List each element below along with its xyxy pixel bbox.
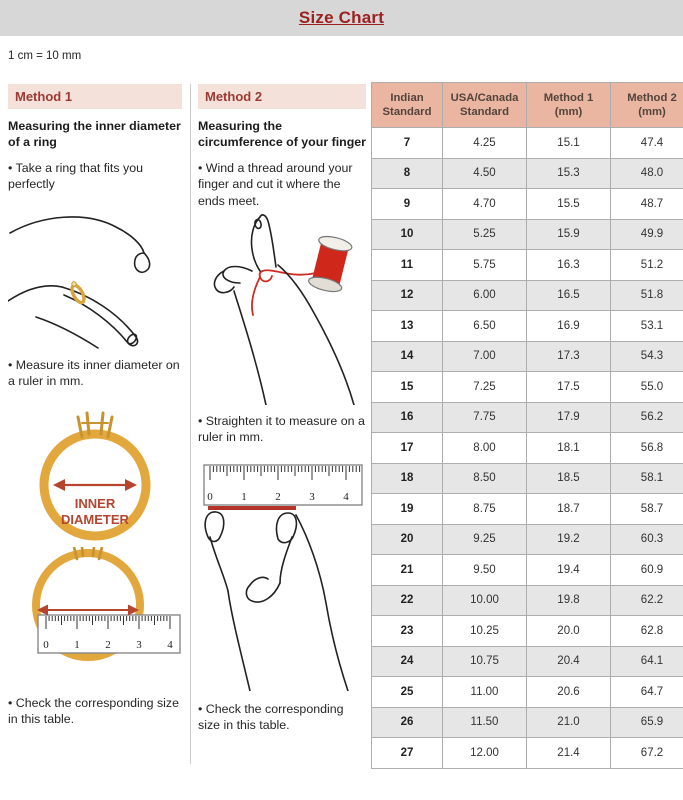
- table-cell: 15.1: [527, 128, 611, 159]
- table-cell: 19.4: [527, 555, 611, 586]
- table-row: [372, 250, 683, 281]
- table-cell: 56.8: [611, 433, 683, 464]
- ring-on-ruler-illustration: [8, 547, 182, 685]
- table-cell: 56.2: [611, 402, 683, 433]
- table-cell: 7: [372, 128, 443, 159]
- method1-step-3: • Check the corresponding size in this table.: [8, 695, 180, 726]
- table-row: [372, 128, 683, 159]
- table-cell: 15.5: [527, 189, 611, 220]
- table-row: [372, 311, 683, 342]
- ruler-number: 3: [136, 638, 142, 651]
- table-cell: 4.70: [443, 189, 527, 220]
- method2-subtitle: Measuring the circumference of your finger: [198, 119, 367, 150]
- table-row: [372, 585, 683, 616]
- table-cell: 11.50: [443, 707, 527, 738]
- table-cell: 62.2: [611, 585, 683, 616]
- method2-panel: [198, 84, 366, 733]
- size-table-body: [372, 128, 683, 769]
- ruler-number: 1: [241, 490, 247, 503]
- ruler-number: 0: [43, 638, 49, 651]
- table-cell: 64.7: [611, 677, 683, 708]
- column-header-usa-canada: [443, 83, 527, 128]
- table-row: [372, 158, 683, 189]
- column-divider: [190, 84, 191, 764]
- table-cell: 21: [372, 555, 443, 586]
- header-line: Method 1: [543, 91, 594, 104]
- table-cell: 17.9: [527, 402, 611, 433]
- unit-note: 1 cm = 10 mm: [8, 50, 82, 62]
- header-line: Standard: [460, 106, 509, 118]
- column-header-indian: [372, 83, 443, 128]
- table-cell: 8.00: [443, 433, 527, 464]
- table-cell: 15.9: [527, 219, 611, 250]
- table-cell: 5.25: [443, 219, 527, 250]
- table-cell: 64.1: [611, 646, 683, 677]
- table-cell: 7.25: [443, 372, 527, 403]
- table-cell: 26: [372, 707, 443, 738]
- table-row: [372, 189, 683, 220]
- table-cell: 7.00: [443, 341, 527, 372]
- table-row: [372, 219, 683, 250]
- header-line: Method 2: [627, 91, 677, 104]
- table-cell: 16.5: [527, 280, 611, 311]
- ruler-number: 0: [207, 490, 213, 503]
- table-row: [372, 646, 683, 677]
- table-row: [372, 524, 683, 555]
- header-line: Indian: [390, 91, 424, 104]
- ruler-with-fingers-illustration: [198, 453, 366, 691]
- table-cell: 10.75: [443, 646, 527, 677]
- table-cell: 9.50: [443, 555, 527, 586]
- table-cell: 18.1: [527, 433, 611, 464]
- size-table-header: [372, 83, 683, 128]
- table-cell: 58.7: [611, 494, 683, 525]
- table-row: [372, 372, 683, 403]
- table-cell: 62.8: [611, 616, 683, 647]
- table-cell: 60.3: [611, 524, 683, 555]
- table-cell: 9.25: [443, 524, 527, 555]
- table-cell: 13: [372, 311, 443, 342]
- table-cell: 16: [372, 402, 443, 433]
- table-cell: 8.75: [443, 494, 527, 525]
- hand-with-thread-illustration: [198, 213, 366, 405]
- table-cell: 8.50: [443, 463, 527, 494]
- table-cell: 17: [372, 433, 443, 464]
- table-row: [372, 494, 683, 525]
- method1-subtitle: Measuring the inner diameter of a ring: [8, 119, 181, 150]
- header-line: (mm): [638, 106, 666, 118]
- table-cell: 6.00: [443, 280, 527, 311]
- ruler-number: 4: [343, 490, 349, 503]
- method2-step-1: • Wind a thread around your finger and cut it where the ends meet.: [198, 161, 353, 208]
- table-row: [372, 738, 683, 769]
- method1-header: Method 1: [8, 84, 182, 109]
- table-cell: 20.4: [527, 646, 611, 677]
- table-cell: 54.3: [611, 341, 683, 372]
- column-header-method1: [527, 83, 611, 128]
- table-row: [372, 433, 683, 464]
- header-line: Standard: [382, 106, 432, 118]
- table-row: [372, 707, 683, 738]
- table-cell: 53.1: [611, 311, 683, 342]
- page-title: Size Chart: [298, 8, 385, 27]
- ruler-number: 2: [105, 638, 111, 651]
- table-cell: 16.3: [527, 250, 611, 281]
- table-cell: 27: [372, 738, 443, 769]
- table-cell: 15: [372, 372, 443, 403]
- table-cell: 48.7: [611, 189, 683, 220]
- table-cell: 18.5: [527, 463, 611, 494]
- table-row: [372, 555, 683, 586]
- table-cell: 12: [372, 280, 443, 311]
- table-cell: 58.1: [611, 463, 683, 494]
- header-line: USA/Canada: [450, 91, 519, 104]
- table-row: [372, 616, 683, 647]
- method1-panel: [8, 84, 182, 727]
- table-cell: 10.25: [443, 616, 527, 647]
- table-cell: 9: [372, 189, 443, 220]
- table-cell: 16.9: [527, 311, 611, 342]
- method1-step-2: • Measure its inner diameter on a ruler in mm.: [8, 357, 180, 388]
- table-cell: 23: [372, 616, 443, 647]
- table-cell: 55.0: [611, 372, 683, 403]
- column-header-method2: [611, 83, 683, 128]
- table-row: [372, 280, 683, 311]
- table-cell: 11: [372, 250, 443, 281]
- table-cell: 18.7: [527, 494, 611, 525]
- table-cell: 48.0: [611, 158, 683, 189]
- ring-inner-diameter-illustration: [20, 395, 170, 545]
- table-cell: 21.4: [527, 738, 611, 769]
- ruler-number: 1: [74, 638, 80, 651]
- method2-header: Method 2: [198, 84, 366, 109]
- table-cell: 60.9: [611, 555, 683, 586]
- ring-label-line2: DIAMETER: [61, 511, 129, 527]
- table-cell: 10.00: [443, 585, 527, 616]
- size-table: [371, 82, 683, 769]
- table-cell: 17.3: [527, 341, 611, 372]
- table-cell: 20: [372, 524, 443, 555]
- table-cell: 49.9: [611, 219, 683, 250]
- table-cell: 51.2: [611, 250, 683, 281]
- ruler-number: 2: [275, 490, 281, 503]
- table-cell: 25: [372, 677, 443, 708]
- header-line: (mm): [554, 106, 583, 118]
- method2-step-3: • Check the corresponding size in this table.: [198, 701, 344, 732]
- table-row: [372, 402, 683, 433]
- table-cell: 12.00: [443, 738, 527, 769]
- table-row: [372, 463, 683, 494]
- method2-step-2: • Straighten it to measure on a ruler in mm.: [198, 413, 365, 444]
- ruler-number: 3: [309, 490, 315, 503]
- hand-with-ring-illustration: [8, 197, 182, 349]
- table-cell: 14: [372, 341, 443, 372]
- table-cell: 65.9: [611, 707, 683, 738]
- table-cell: 19.8: [527, 585, 611, 616]
- table-cell: 18: [372, 463, 443, 494]
- table-row: [372, 677, 683, 708]
- table-cell: 6.50: [443, 311, 527, 342]
- table-cell: 21.0: [527, 707, 611, 738]
- table-cell: 4.50: [443, 158, 527, 189]
- table-cell: 5.75: [443, 250, 527, 281]
- title-banner: [0, 0, 683, 36]
- table-cell: 51.8: [611, 280, 683, 311]
- table-cell: 20.0: [527, 616, 611, 647]
- table-cell: 10: [372, 219, 443, 250]
- table-cell: 11.00: [443, 677, 527, 708]
- table-cell: 67.2: [611, 738, 683, 769]
- table-cell: 8: [372, 158, 443, 189]
- table-cell: 19.2: [527, 524, 611, 555]
- table-cell: 15.3: [527, 158, 611, 189]
- table-row: [372, 341, 683, 372]
- ring-label-line1: INNER: [74, 495, 116, 511]
- table-cell: 19: [372, 494, 443, 525]
- method1-step-1: • Take a ring that fits you perfectly: [8, 161, 143, 192]
- table-cell: 20.6: [527, 677, 611, 708]
- table-cell: 17.5: [527, 372, 611, 403]
- table-cell: 7.75: [443, 402, 527, 433]
- ruler-number: 4: [167, 638, 173, 651]
- table-cell: 4.25: [443, 128, 527, 159]
- table-cell: 24: [372, 646, 443, 677]
- table-cell: 22: [372, 585, 443, 616]
- table-cell: 47.4: [611, 128, 683, 159]
